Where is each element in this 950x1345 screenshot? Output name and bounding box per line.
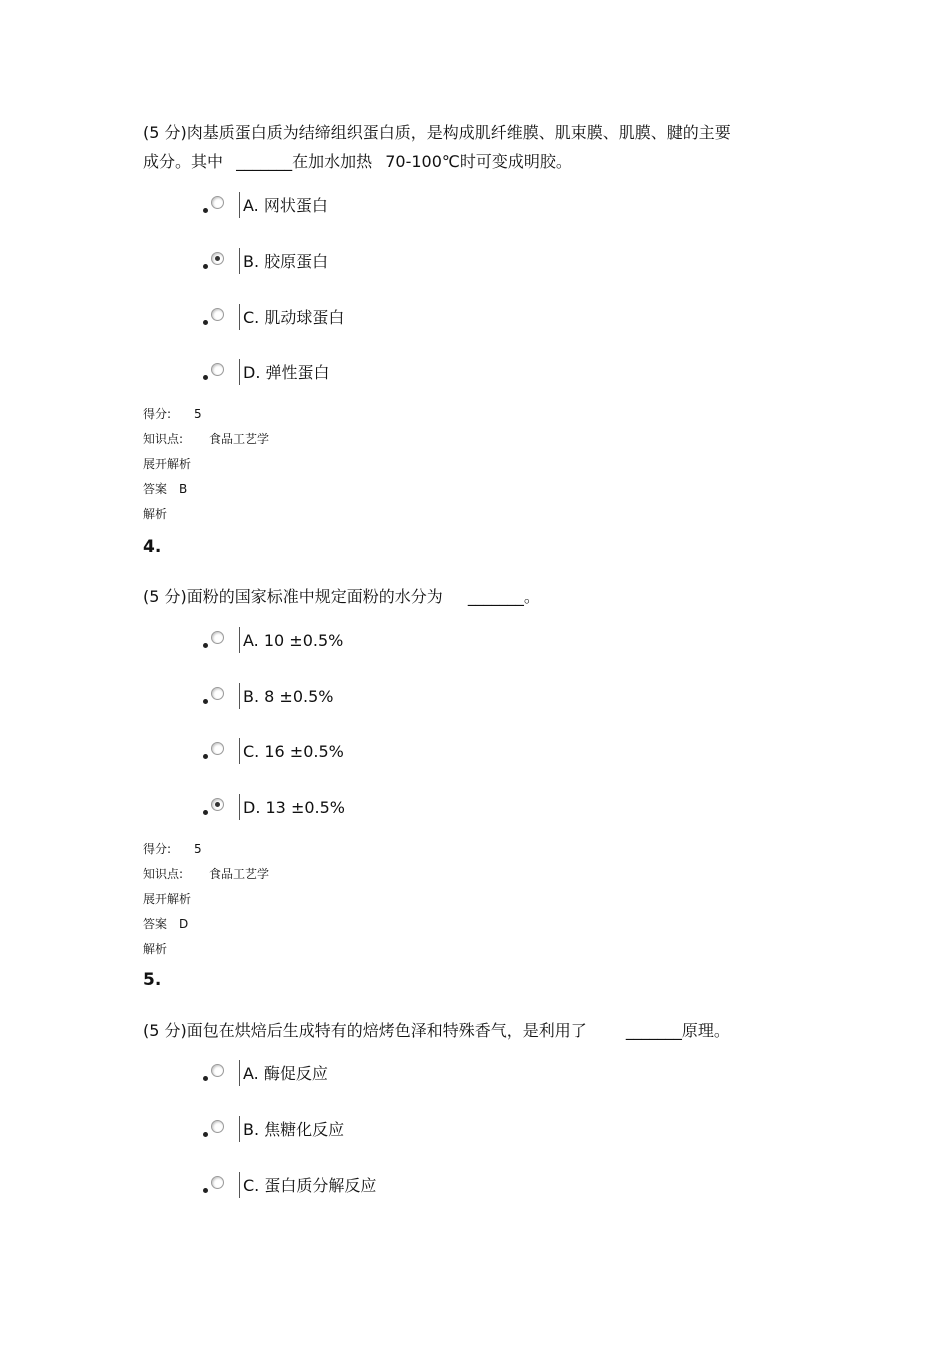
question-3-answer-row bbox=[143, 481, 188, 497]
option-divider bbox=[239, 359, 240, 385]
question-4-topic-row bbox=[143, 866, 270, 882]
option-divider bbox=[239, 192, 240, 218]
option-label: A. 网状蛋白 bbox=[243, 196, 328, 215]
option-divider bbox=[239, 1060, 240, 1086]
question-4-number: 4. bbox=[143, 537, 162, 557]
question-5-blank: _______ bbox=[625, 1021, 682, 1040]
score-value: 5 bbox=[194, 842, 202, 856]
radio-button-icon[interactable] bbox=[211, 1120, 224, 1133]
score-value: 5 bbox=[194, 407, 202, 421]
option-label: A. 酶促反应 bbox=[243, 1064, 328, 1083]
bullet-dot-icon bbox=[203, 1188, 208, 1193]
option-divider bbox=[239, 1172, 240, 1198]
topic-label: 知识点: bbox=[143, 432, 184, 446]
radio-button-icon[interactable] bbox=[211, 742, 224, 755]
bullet-dot-icon bbox=[203, 1132, 208, 1137]
answer-label: 答案 bbox=[143, 917, 168, 931]
question-3-option-d[interactable] bbox=[203, 361, 463, 391]
radio-button-selected-icon[interactable] bbox=[211, 252, 224, 265]
question-4-stem-part-a: (5 分)面粉的国家标准中规定面粉的水分为 bbox=[143, 587, 443, 606]
option-label: D. 13 ±0.5% bbox=[243, 798, 345, 817]
radio-button-icon[interactable] bbox=[211, 631, 224, 644]
question-4-blank: _______ bbox=[467, 587, 524, 606]
topic-value: 食品工艺学 bbox=[209, 432, 270, 446]
question-3-option-c[interactable] bbox=[203, 306, 463, 336]
question-5-option-a[interactable] bbox=[203, 1062, 463, 1092]
option-label: C. 蛋白质分解反应 bbox=[243, 1176, 377, 1195]
option-divider bbox=[239, 738, 240, 764]
option-divider bbox=[239, 683, 240, 709]
radio-button-icon[interactable] bbox=[211, 363, 224, 376]
bullet-dot-icon bbox=[203, 208, 208, 213]
option-label: B. 胶原蛋白 bbox=[243, 252, 329, 271]
topic-label: 知识点: bbox=[143, 867, 184, 881]
question-4-analysis-label: 解析 bbox=[143, 942, 168, 956]
question-4-option-c[interactable] bbox=[203, 740, 463, 770]
question-4-option-b[interactable] bbox=[203, 685, 463, 715]
score-label: 得分: bbox=[143, 407, 172, 421]
question-3-score-row bbox=[143, 406, 202, 422]
bullet-dot-icon bbox=[203, 375, 208, 380]
question-4-stem bbox=[143, 586, 540, 608]
option-divider bbox=[239, 304, 240, 330]
question-3-stem-part-b: 在加水加热 bbox=[292, 152, 373, 171]
bullet-dot-icon bbox=[203, 699, 208, 704]
question-3-stem-line-2 bbox=[143, 151, 572, 173]
radio-button-icon[interactable] bbox=[211, 1176, 224, 1189]
option-label: B. 焦糖化反应 bbox=[243, 1120, 345, 1139]
radio-button-icon[interactable] bbox=[211, 687, 224, 700]
question-3-stem-part-c: 70-100℃时可变成明胶。 bbox=[385, 152, 572, 171]
option-label: C. 16 ±0.5% bbox=[243, 742, 344, 761]
question-4-score-row bbox=[143, 841, 202, 857]
option-label: A. 10 ±0.5% bbox=[243, 631, 344, 650]
radio-button-selected-icon[interactable] bbox=[211, 798, 224, 811]
bullet-dot-icon bbox=[203, 1076, 208, 1081]
question-5-option-b[interactable] bbox=[203, 1118, 463, 1148]
bullet-dot-icon bbox=[203, 754, 208, 759]
question-5-stem-part-b: 原理。 bbox=[681, 1021, 730, 1040]
option-label: D. 弹性蛋白 bbox=[243, 363, 330, 382]
option-label: B. 8 ±0.5% bbox=[243, 687, 334, 706]
topic-value: 食品工艺学 bbox=[209, 867, 270, 881]
radio-button-icon[interactable] bbox=[211, 308, 224, 321]
option-divider bbox=[239, 248, 240, 274]
question-4-option-d[interactable] bbox=[203, 796, 463, 826]
option-divider bbox=[239, 627, 240, 653]
question-3-stem-part-a: 成分。其中 bbox=[143, 152, 224, 171]
bullet-dot-icon bbox=[203, 320, 208, 325]
question-3-topic-row bbox=[143, 431, 270, 447]
question-4-stem-part-b: 。 bbox=[523, 587, 540, 606]
answer-value: B bbox=[179, 482, 188, 496]
question-3-blank: _______ bbox=[236, 152, 293, 171]
question-3-analysis-label: 解析 bbox=[143, 507, 168, 521]
question-5-option-c[interactable] bbox=[203, 1174, 463, 1204]
question-4-answer-row bbox=[143, 916, 189, 932]
question-3-option-b[interactable] bbox=[203, 250, 463, 280]
option-divider bbox=[239, 1116, 240, 1142]
radio-button-icon[interactable] bbox=[211, 196, 224, 209]
question-4-expand-analysis-link[interactable]: 展开解析 bbox=[143, 892, 192, 906]
question-5-number: 5. bbox=[143, 970, 162, 990]
bullet-dot-icon bbox=[203, 810, 208, 815]
answer-label: 答案 bbox=[143, 482, 168, 496]
question-3-option-a[interactable] bbox=[203, 194, 463, 224]
question-5-stem bbox=[143, 1020, 730, 1042]
question-3-stem-line-1: (5 分)肉基质蛋白质为结缔组织蛋白质，是构成肌纤维膜、肌束膜、肌膜、腱的主要 bbox=[143, 123, 731, 142]
radio-button-icon[interactable] bbox=[211, 1064, 224, 1077]
answer-value: D bbox=[179, 917, 189, 931]
question-3-expand-analysis-link[interactable]: 展开解析 bbox=[143, 457, 192, 471]
option-divider bbox=[239, 794, 240, 820]
bullet-dot-icon bbox=[203, 643, 208, 648]
option-label: C. 肌动球蛋白 bbox=[243, 308, 345, 327]
question-5-stem-part-a: (5 分)面包在烘焙后生成特有的焙烤色泽和特殊香气，是利用了 bbox=[143, 1021, 587, 1040]
score-label: 得分: bbox=[143, 842, 172, 856]
question-4-option-a[interactable] bbox=[203, 629, 463, 659]
bullet-dot-icon bbox=[203, 264, 208, 269]
